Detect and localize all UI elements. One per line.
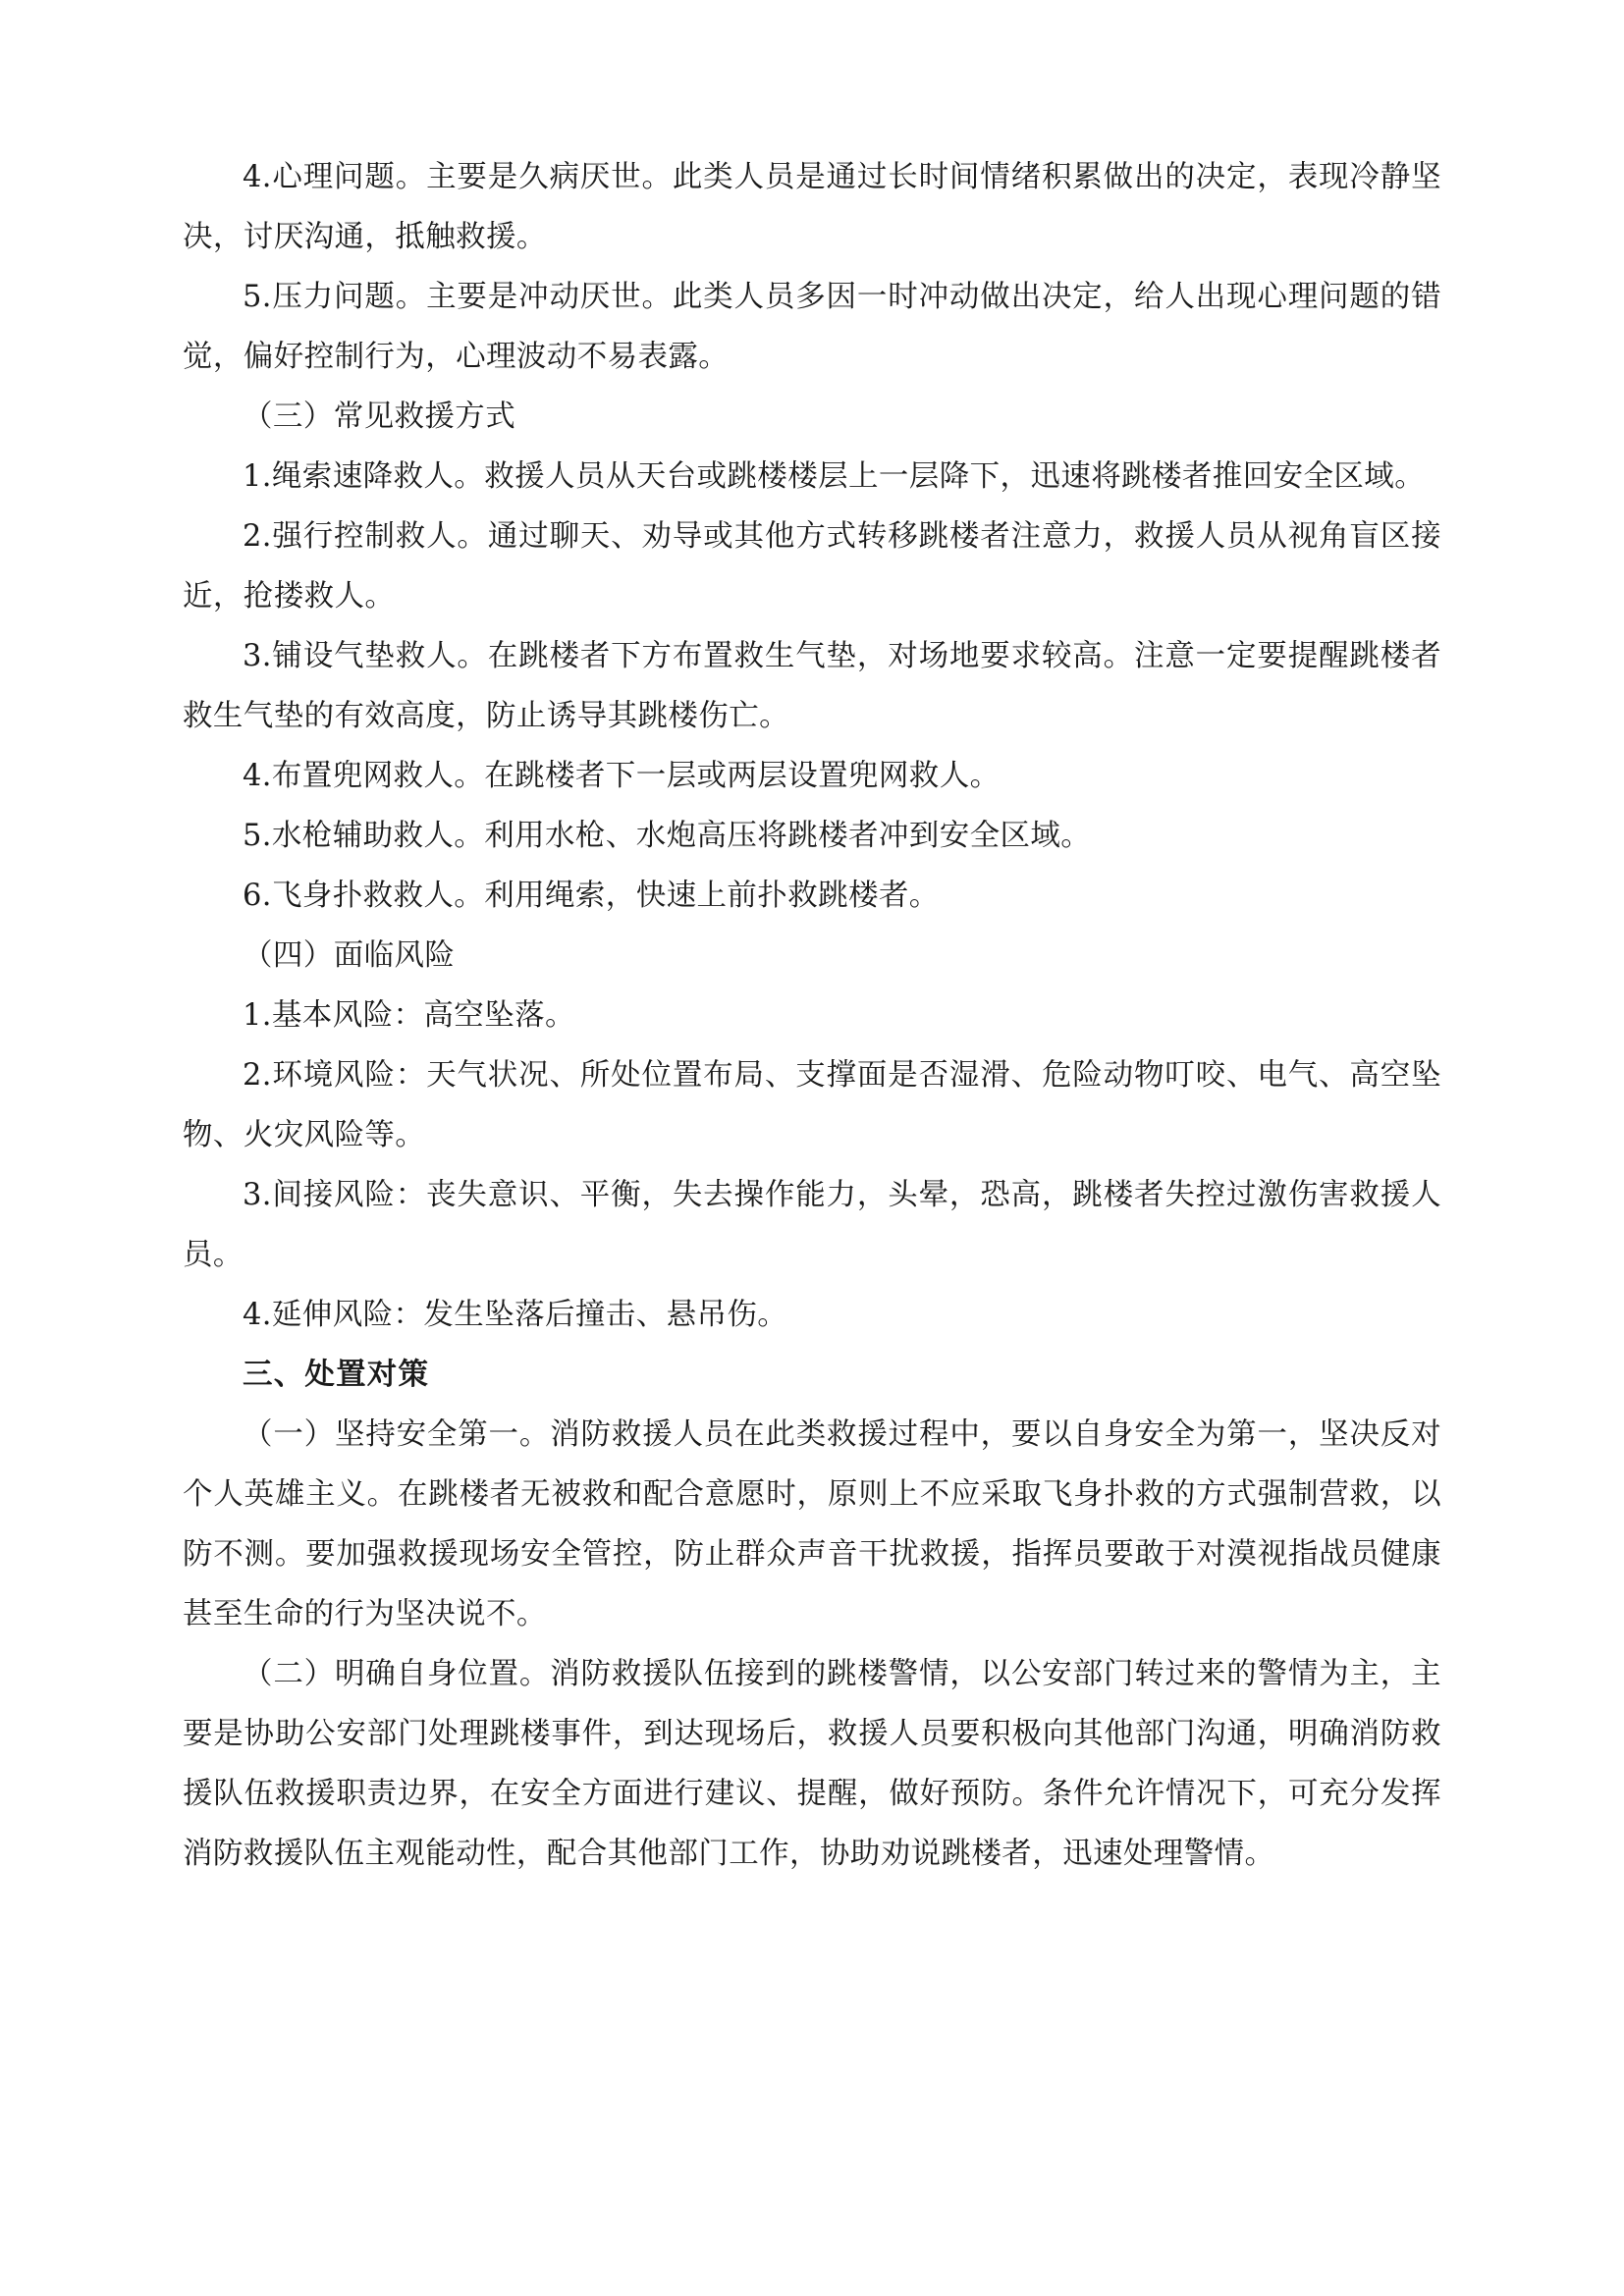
paragraph-method-water-gun: 5.水枪辅助救人。利用水枪、水炮高压将跳楼者冲到安全区域。 xyxy=(243,819,1092,853)
paragraph-method-air-cushion: 3.铺设气垫救人。在跳楼者下方布置救生气垫，对场地要求较高。注意一定要提醒跳楼者救生气垫的有效高度，防止诱导其跳楼伤亡。 xyxy=(183,639,1441,733)
paragraph-risk-environmental: 2.环境风险：天气状况、所处位置布局、支撑面是否湿滑、危险动物叮咬、电气、高空坠物、火灾风险等。 xyxy=(183,1058,1441,1152)
paragraph-method-rope-descent: 1.绳索速降救人。救援人员从天台或跳楼楼层上一层降下，迅速将跳楼者推回安全区域。 xyxy=(243,459,1426,494)
paragraph-method-safety-net: 4.布置兜网救人。在跳楼者下一层或两层设置兜网救人。 xyxy=(243,759,1001,793)
paragraph-psychological-problem: 4.心理问题。主要是久病厌世。此类人员是通过长时间情绪积累做出的决定，表现冷静坚决，讨厌沟通，抵触救援。 xyxy=(183,160,1441,254)
subheading-common-rescue-methods: （三）常见救援方式 xyxy=(243,400,516,434)
document-text-body xyxy=(183,147,1441,1884)
paragraph-risk-basic: 1.基本风险：高空坠落。 xyxy=(243,998,575,1033)
paragraph-measure-safety-first: （一）坚持安全第一。消防救援人员在此类救援过程中，要以自身安全为第一，坚决反对个人英雄主义。在跳楼者无被救和配合意愿时，原则上不应采取飞身扑救的方式强制营救，以防不测。要加强救援现场安全管控，防止群众声音干扰救援，指挥员要敢于对漠视指战员健康甚至生命的行为坚决说不。 xyxy=(183,1417,1441,1631)
paragraph-method-forced-control: 2.强行控制救人。通过聊天、劝导或其他方式转移跳楼者注意力，救援人员从视角盲区接近，抢搂救人。 xyxy=(183,519,1441,614)
paragraph-risk-extended: 4.延伸风险：发生坠落后撞击、悬吊伤。 xyxy=(243,1298,788,1332)
subheading-risks-faced: （四）面临风险 xyxy=(243,938,456,973)
paragraph-measure-clarify-position: （二）明确自身位置。消防救援队伍接到的跳楼警情，以公安部门转过来的警情为主，主要是协助公安部门处理跳楼事件，到达现场后，救援人员要积极向其他部门沟通，明确消防救援队伍救援职责边界，在安全方面进行建议、提醒，做好预防。条件允许情况下，可充分发挥消防救援队伍主观能动性，配合其他部门工作，协助劝说跳楼者，迅速处理警情。 xyxy=(183,1657,1441,1871)
section-heading-disposal-measures: 三、处置对策 xyxy=(243,1357,430,1392)
paragraph-pressure-problem: 5.压力问题。主要是冲动厌世。此类人员多因一时冲动做出决定，给人出现心理问题的错觉，偏好控制行为，心理波动不易表露。 xyxy=(183,280,1441,374)
paragraph-risk-indirect: 3.间接风险：丧失意识、平衡，失去操作能力，头晕，恐高，跳楼者失控过激伤害救援人员。 xyxy=(183,1178,1441,1272)
paragraph-method-leap-rescue: 6.飞身扑救救人。利用绳索，快速上前扑救跳楼者。 xyxy=(243,879,940,913)
